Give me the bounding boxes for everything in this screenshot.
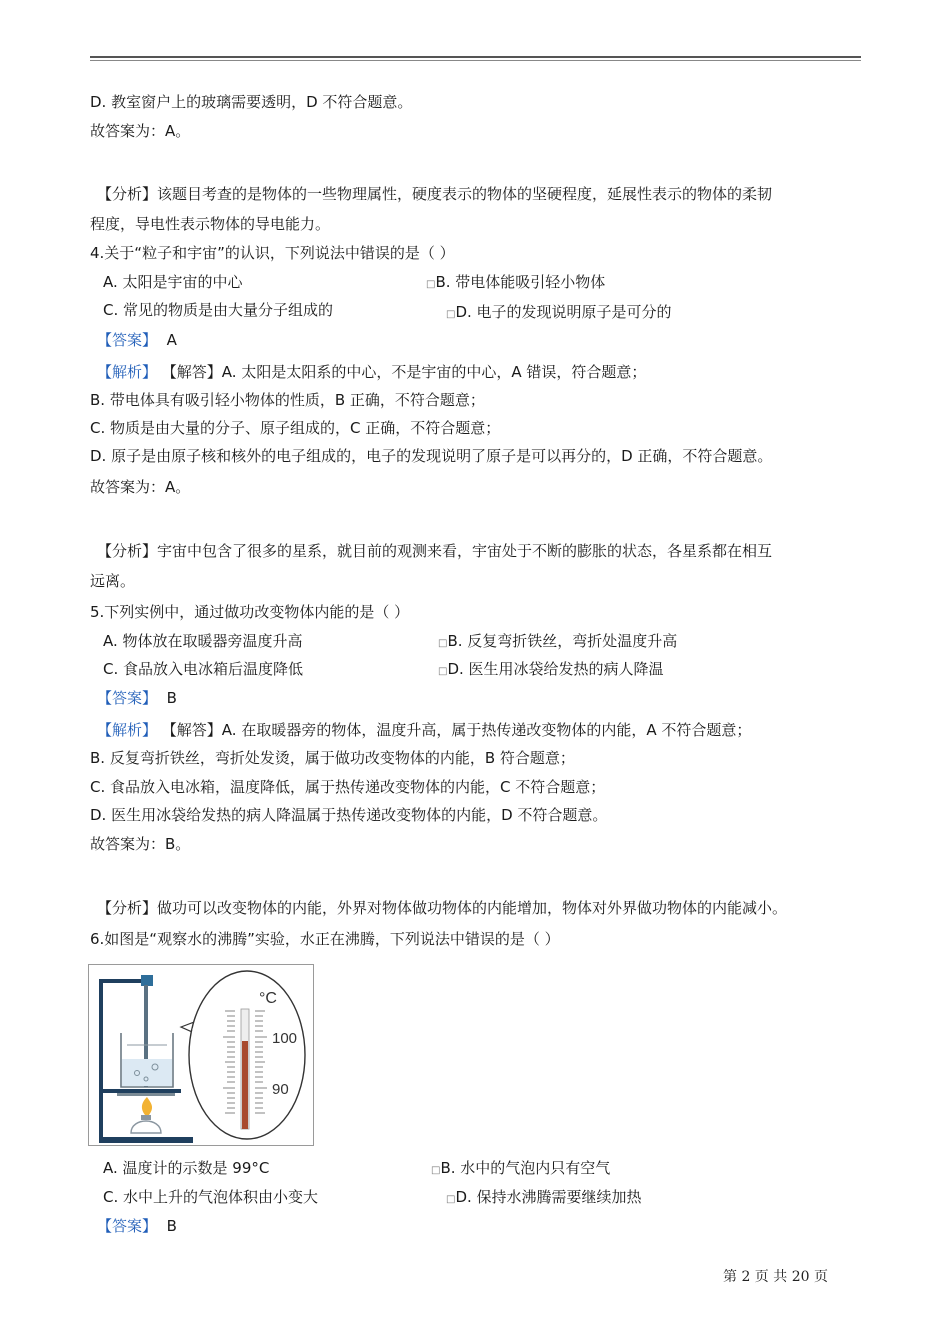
boiling-apparatus-illustration: [89, 965, 313, 1145]
box-glyph: □: [431, 1165, 441, 1176]
question-6: 6.如图是“观察水的沸腾”实验，水正在沸腾，下列说法中错误的是（ ）: [90, 930, 560, 948]
analysis-line: 远离。: [90, 572, 136, 590]
analysis-line: 【分析】宇宙中包含了很多的星系，就目前的观测来看，宇宙处于不断的膨胀的状态，各星系都在相互: [97, 542, 773, 560]
option-5c: C. 食品放入电冰箱后温度降低: [103, 660, 304, 678]
option-6b: □B. 水中的气泡内只有空气: [431, 1159, 611, 1177]
answer-tag: 【答案】: [97, 689, 158, 707]
text-line: 故答案为：B。: [90, 835, 191, 853]
answer-5: 【答案】 B: [97, 689, 177, 707]
option-4a: A. 太阳是宇宙的中心: [103, 273, 243, 291]
box-glyph: □: [446, 1194, 456, 1205]
option-5a: A. 物体放在取暖器旁温度升高: [103, 632, 303, 650]
answer-tag: 【答案】: [97, 331, 158, 349]
answer-tag: 【答案】: [97, 1217, 158, 1235]
support-ring: [103, 1089, 181, 1093]
option-4b: □B. 带电体能吸引轻小物体: [426, 273, 606, 291]
thermometer-unit: °C: [259, 990, 277, 1007]
analysis-line: 程度，导电性表示物体的导电能力。: [90, 215, 331, 233]
explanation-4: 【解析】 【解答】A. 太阳是太阳系的中心，不是宇宙的中心，A 错误，符合题意；: [97, 363, 647, 381]
thermometer-column: [242, 1041, 248, 1129]
question-4: 4.关于“粒子和宇宙”的认识，下列说法中错误的是（ ）: [90, 244, 455, 262]
flame: [142, 1097, 152, 1115]
lamp-wick-holder: [141, 1115, 151, 1120]
answer-4: 【答案】 A: [97, 331, 177, 349]
text-line: D. 教室窗户上的玻璃需要透明，D 不符合题意。: [90, 93, 413, 111]
wire-gauze: [117, 1093, 175, 1096]
boiling-experiment-figure: [88, 964, 314, 1146]
answer-6: 【答案】 B: [97, 1217, 177, 1235]
box-glyph: □: [426, 279, 436, 290]
box-glyph: □: [446, 309, 456, 320]
question-5: 5.下列实例中，通过做功改变物体内能的是（ ）: [90, 603, 410, 621]
water: [122, 1059, 172, 1086]
tick-label-90: 90: [272, 1081, 289, 1098]
text-line: D. 原子是由原子核和核外的电子组成的，电子的发现说明了原子是可以再分的，D 正确，不符合题意。: [90, 447, 773, 465]
analysis-line: 【分析】该题目考查的是物体的一些物理属性，硬度表示的物体的坚硬程度，延展性表示的物体的柔韧: [97, 185, 773, 203]
explanation-tag: 【解析】: [97, 363, 158, 381]
text-line: B. 反复弯折铁丝，弯折处发烫，属于做功改变物体的内能，B 符合题意；: [90, 749, 575, 767]
option-4d: □D. 电子的发现说明原子是可分的: [446, 303, 672, 321]
option-6c: C. 水中上升的气泡体积由小变大: [103, 1188, 319, 1206]
option-6d: □D. 保持水沸腾需要继续加热: [446, 1188, 642, 1206]
header-rule-thin: [90, 60, 861, 61]
option-5b: □B. 反复弯折铁丝，弯折处温度升高: [438, 632, 678, 650]
text-line: B. 带电体具有吸引轻小物体的性质，B 正确，不符合题意；: [90, 391, 485, 409]
header-rule-thick: [90, 56, 861, 58]
option-5d: □D. 医生用冰袋给发热的病人降温: [438, 660, 664, 678]
page-footer: 第 2 页 共 20 页: [723, 1269, 828, 1285]
analysis-line: 【分析】做功可以改变物体的内能，外界对物体做功物体的内能增加，物体对外界做功物体的内能减小。: [97, 899, 788, 917]
text-line: 故答案为：A。: [90, 122, 191, 140]
option-4c: C. 常见的物质是由大量分子组成的: [103, 301, 334, 319]
explanation-tag: 【解析】: [97, 721, 158, 739]
tick-label-100: 100: [272, 1030, 298, 1047]
text-line: C. 食品放入电冰箱，温度降低，属于热传递改变物体的内能，C 不符合题意；: [90, 778, 606, 796]
text-line: 故答案为：A。: [90, 478, 191, 496]
box-glyph: □: [438, 638, 448, 649]
text-line: D. 医生用冰袋给发热的病人降温属于热传递改变物体的内能，D 不符合题意。: [90, 806, 608, 824]
stand-base: [99, 1137, 193, 1143]
box-glyph: □: [438, 666, 448, 677]
clamp: [141, 975, 153, 986]
alcohol-lamp: [131, 1121, 161, 1133]
explanation-5: 【解析】 【解答】A. 在取暖器旁的物体，温度升高，属于热传递改变物体的内能，A 不符合题意；: [97, 721, 752, 739]
option-6a: A. 温度计的示数是 99°C: [103, 1159, 270, 1177]
text-line: C. 物质是由大量的分子、原子组成的，C 正确，不符合题意；: [90, 419, 501, 437]
stand-rod: [99, 979, 103, 1141]
